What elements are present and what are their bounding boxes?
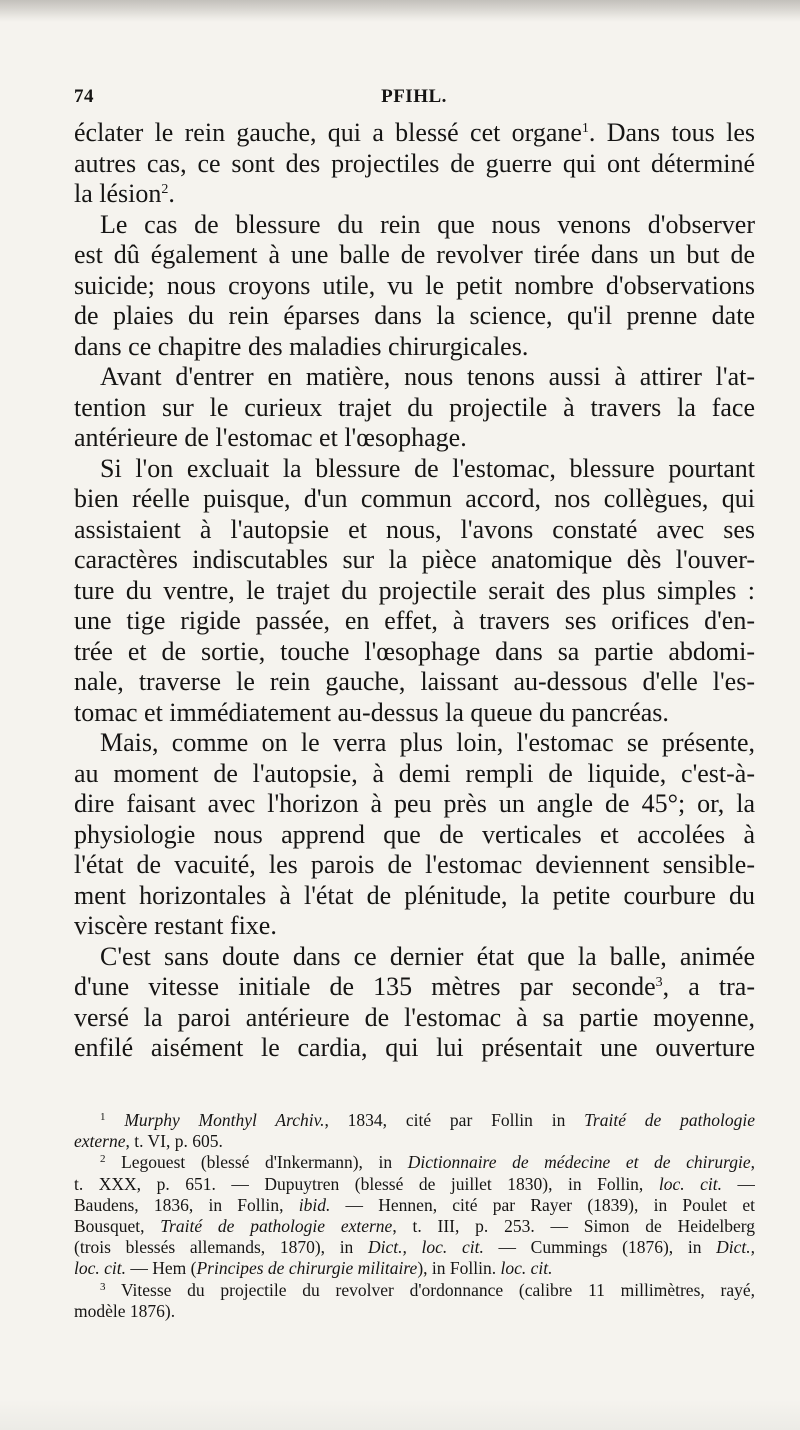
text-line: antérieure de l'estomac et l'œsophage. [74,423,467,452]
footnote-2-cont: (trois blessés allemands, 1870), in Dict., loc. cit. — Cummings (1876), in Dict., [74,1237,755,1258]
text-line: enfilé aisément le cardia, qui lui présentait une ouverture [74,1033,755,1062]
text-line: Si l'on excluait la blessure de l'estomac, blessure pourtant [100,453,755,483]
text-line: tomac et immédiatement au-dessus la queue du pancréas. [74,697,669,727]
text-line: Avant d'entrer en matière, nous tenons aussi à attirer l'at- [100,362,755,391]
text-line: physiologie nous apprend que de verticales et accolées à [74,819,755,849]
running-head: PFIHL. [381,86,447,107]
footnote-2: $^2$ Legouest (blessé d'Inkermann), in Dictionnaire de médecine et de chirurgie, [100,1152,755,1173]
text-line: trée et de sortie, touche l'œsophage dans sa partie abdomi- [74,636,755,666]
text-line: tention sur le curieux trajet du projectile à travers la face [74,392,755,422]
footnote-3-cont: modèle 1876). [74,1300,176,1321]
text-line: une tige rigide passée, en effet, à travers ses orifices d'en- [74,606,755,635]
footnote-1-cont: externe, t. VI, p. 605. [74,1131,223,1152]
page-edge-shadow [0,0,800,22]
page-header [74,86,754,116]
text-line: de plaies du rein éparses dans la science, qu'il prenne date [74,301,755,330]
text-line: au moment de l'autopsie, à demi rempli de liquide, c'est-à- [74,758,755,788]
body-text [74,118,755,1064]
text-line: C'est sans doute dans ce dernier état que la balle, animée [100,941,755,971]
text-line: dans ce chapitre des maladies chirurgicales. [74,331,529,361]
footnote-2-cont: Baudens, 1836, in Follin, ibid. — Hennen, cité par Rayer (1839), in Poulet et [74,1194,755,1215]
text-line: suicide; nous croyons utile, vu le petit nombre d'observations [74,270,755,300]
text-line: autres cas, ce sont des projectiles de guerre qui ont déterminé [74,148,755,178]
footnotes [74,1110,755,1322]
text-line: est dû également à une balle de revolver tirée dans un but de [74,240,755,269]
footnote-2-cont: loc. cit. — Hem (Principes de chirurgie militaire), in Follin. loc. cit. [74,1258,553,1279]
text-line: Le cas de blessure du rein que nous venons d'observer [100,209,755,239]
footnote-ref: 1 [581,121,589,136]
text-line: dire faisant avec l'horizon à peu près un angle de 45°; or, la [74,789,755,818]
page-number: 74 [74,86,94,107]
text-line: la lésion$^2$. [74,179,175,208]
text-line: bien réelle puisque, d'un commun accord, nos collègues, qui [74,484,755,513]
text-line: ture du ventre, le trajet du projectile serait des plus simples : [74,575,755,605]
footnote-ref: 3 [655,975,663,990]
text-line: ment horizontales à l'état de plénitude, la petite courbure du [74,880,755,910]
text-line: éclater le rein gauche, qui a blessé cet organe$^1$. Dans tous les [74,118,755,147]
text-line: Mais, comme on le verra plus loin, l'estomac se présente, [100,728,755,757]
footnote-ref: 2 [161,182,169,197]
text-line: assistaient à l'autopsie et nous, l'avons constaté avec ses [74,514,755,544]
footnote-2-cont: t. XXX, p. 651. — Dupuytren (blessé de juillet 1830), in Follin, loc. cit. — [74,1173,755,1194]
text-line: d'une vitesse initiale de 135 mètres par seconde$^3$, a tra- [74,972,755,1001]
text-line: versé la paroi antérieure de l'estomac à sa partie moyenne, [74,1002,755,1032]
text-line: l'état de vacuité, les parois de l'estomac deviennent sensible- [74,850,755,879]
footnote-2-cont: Bousquet, Traité de pathologie externe, t. III, p. 253. — Simon de Heidelberg [74,1215,755,1236]
footnote-1: $^1$ Murphy Monthyl Archiv., 1834, cité par Follin in Traité de pathologie [100,1110,755,1130]
footnote-3: $^3$ Vitesse du projectile du revolver d'ordonnance (calibre 11 millimètres, rayé, [100,1279,755,1300]
text-line: nale, traverse le rein gauche, laissant au-dessous d'elle l'es- [74,667,755,696]
text-line: viscère restant fixe. [74,911,277,940]
text-line: caractères indiscutables sur la pièce anatomique dès l'ouver- [74,545,755,574]
